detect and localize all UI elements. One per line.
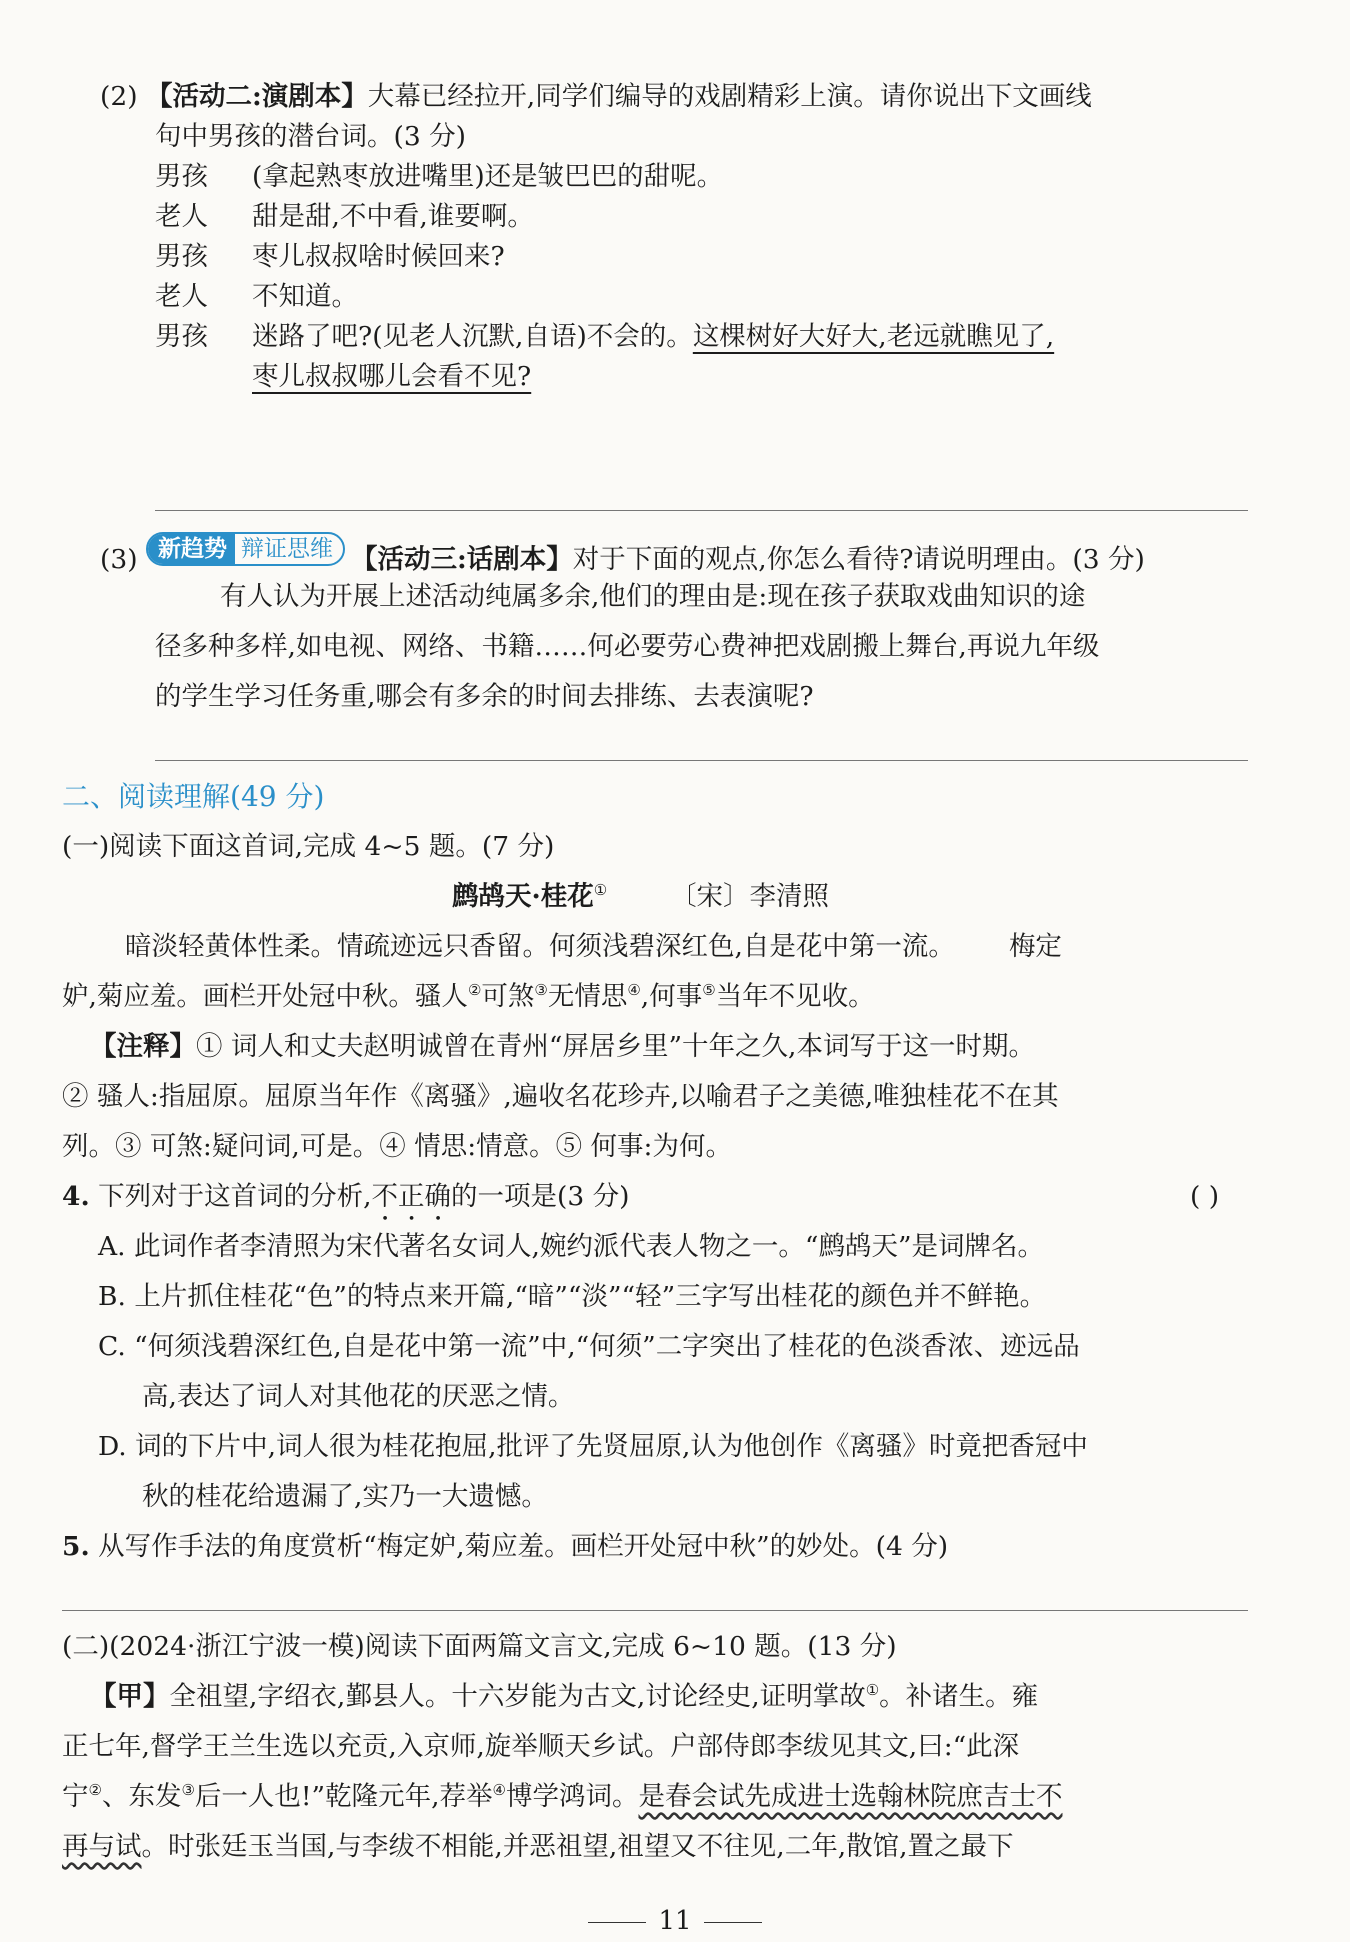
option-a: A. 此词作者李清照为宋代著名女词人,婉约派代表人物之一。“鹧鸪天”是词牌名。 — [98, 1231, 1045, 1262]
underlined-sentence-cont: 枣儿叔叔哪儿会看不见? — [252, 361, 532, 392]
q4-num: 4. — [62, 1181, 90, 1212]
dialogue-text: (拿起熟枣放进嘴里)还是皱巴巴的甜呢。 — [252, 161, 724, 192]
poem-line — [125, 928, 1062, 966]
poem-text: 梅定 — [1008, 931, 1062, 962]
dialogue-row — [155, 198, 534, 236]
dialogue-text: 迷路了吧?(见老人沉默,自语)不会的。 — [252, 321, 693, 352]
dialogue-row — [155, 158, 723, 196]
note-mark: ③ — [534, 981, 548, 1000]
q2-label: (2) — [100, 81, 138, 112]
poem-text: 当年不见收。 — [715, 981, 875, 1012]
note-mark: ① — [865, 1681, 880, 1700]
poem-text: 暗淡轻黄体性柔。情疏迹远只香留。何须浅碧深红色,自是花中第一流。 — [125, 931, 955, 962]
footer-dash — [704, 1922, 762, 1923]
note-mark: ② — [467, 981, 482, 1000]
answer-line — [155, 510, 1248, 511]
q3-label: (3) — [100, 544, 138, 575]
dialogue-text: 不知道。 — [252, 281, 358, 312]
passage-text: 。补诸生。雍 — [879, 1681, 1039, 1712]
poem-text: 妒,菊应羞。画栏开处冠中秋。骚人 — [62, 981, 468, 1012]
answer-bracket[interactable]: ( ) — [1190, 1181, 1220, 1212]
q2-line2: 句中男孩的潜台词。(3 分) — [155, 121, 466, 152]
dialogue-text: 枣儿叔叔啥时候回来? — [252, 241, 505, 272]
q5-text: 从写作手法的角度赏析“梅定妒,菊应羞。画栏开处冠中秋”的妙处。(4 分) — [98, 1531, 949, 1562]
q3-para: 径多种多样,如电视、网络、书籍……何必要劳心费神把戏剧搬上舞台,再说九年级 — [155, 631, 1100, 662]
notes-tag: 【注释】 — [90, 1031, 196, 1062]
part1-intro: (一)阅读下面这首词,完成 4~5 题。(7 分) — [62, 831, 555, 862]
option-c: C. “何须浅碧深红色,自是花中第一流”中,“何须”二字突出了桂花的色淡香浓、迹远品 — [98, 1331, 1080, 1362]
passage-text: 宁 — [62, 1781, 89, 1812]
dialogue-text: 甜是甜,不中看,谁要啊。 — [252, 201, 534, 232]
q3-para: 有人认为开展上述活动纯属多余,他们的理由是:现在孩子获取戏曲知识的途 — [220, 581, 1086, 612]
speaker: 老人 — [155, 201, 208, 232]
q2-tag: 【活动二:演剧本】 — [145, 81, 368, 112]
underlined-sentence: 这棵树好大好大,老远就瞧见了, — [692, 321, 1055, 352]
speaker: 男孩 — [155, 321, 208, 352]
note-mark: ④ — [492, 1781, 506, 1800]
q5-num: 5. — [62, 1531, 90, 1562]
q2-text1: 大幕已经拉开,同学们编导的戏剧精彩上演。请你说出下文画线 — [367, 81, 1092, 112]
section-title — [62, 778, 324, 816]
passage-tag: 【甲】 — [90, 1681, 170, 1712]
notes-text: ① 词人和丈夫赵明诚曾在青州“屏居乡里”十年之久,本词写于这一时期。 — [196, 1031, 1035, 1062]
notes-line — [90, 1028, 1035, 1066]
passage-text: 后一人也!”乾隆元年,荐举 — [194, 1781, 493, 1812]
poem-title: 鹧鸪天·桂花 — [452, 881, 594, 912]
option-d: D. 词的下片中,词人很为桂花抱屈,批评了先贤屈原,认为他创作《离骚》时竟把香冠中 — [98, 1431, 1088, 1462]
option-b: B. 上片抓住桂花“色”的特点来开篇,“暗”“淡”“轻”三字写出桂花的颜色并不鲜艳。 — [98, 1281, 1047, 1312]
note-mark: ④ — [627, 981, 641, 1000]
notes-line: ② 骚人:指屈原。屈原当年作《离骚》,遍收名花珍卉,以喻君子之美德,唯独桂花不在其 — [62, 1081, 1059, 1112]
answer-line — [155, 760, 1248, 761]
option-c-cont: 高,表达了词人对其他花的厌恶之情。 — [142, 1381, 575, 1412]
section-score: (49 分) — [230, 780, 325, 813]
notes-line: 列。③ 可煞:疑问词,可是。④ 情思:情意。⑤ 何事:为何。 — [62, 1131, 732, 1162]
speaker: 男孩 — [155, 161, 208, 192]
poem-text: 可煞 — [481, 981, 535, 1012]
trend-badge — [146, 532, 345, 566]
q5-stem — [62, 1528, 948, 1566]
passage-line — [90, 1678, 1038, 1716]
part2-intro: (二)(2024·浙江宁波一模)阅读下面两篇文言文,完成 6~10 题。(13 分) — [62, 1631, 897, 1662]
badge-dialectical: 辩证思维 — [240, 536, 333, 562]
passage-text: 、东发 — [101, 1781, 182, 1812]
q4-stem-a: 下列对于这首词的分析, — [98, 1181, 372, 1212]
q3-prompt: 对于下面的观点,你怎么看待?请说明理由。(3 分) — [572, 544, 1145, 575]
q3-para: 的学生学习任务重,哪会有多余的时间去排练、去表演呢? — [155, 681, 814, 712]
passage-text: 博学鸿词。 — [505, 1781, 639, 1812]
poem-line — [62, 978, 875, 1016]
passage-line — [62, 1778, 1062, 1816]
speaker: 男孩 — [155, 241, 208, 272]
passage-text: 全祖望,字绍衣,鄞县人。十六岁能为古文,讨论经史,证明掌故 — [169, 1681, 866, 1712]
passage-line: 正七年,督学王兰生选以充贡,入京师,旋举顺天乡试。户部侍郎李绂见其文,曰:“此深 — [62, 1731, 1020, 1762]
option-d-cont: 秋的桂花给遗漏了,实乃一大遗憾。 — [142, 1481, 548, 1512]
footer-dash — [588, 1922, 646, 1923]
dialogue-row — [155, 318, 1054, 356]
speaker: 老人 — [155, 281, 208, 312]
q4-stem — [62, 1178, 630, 1227]
dialogue-row — [155, 278, 358, 316]
q2-line1 — [100, 78, 1092, 116]
q3-line1 — [100, 532, 1145, 579]
wavy-underlined-sentence: 再与试 — [62, 1831, 142, 1862]
q3-tag: 【活动三:话剧本】 — [350, 544, 573, 575]
poem-author: 〔宋〕李清照 — [670, 881, 830, 912]
page-footer — [0, 1906, 1350, 1936]
note-mark: ③ — [181, 1781, 195, 1800]
page-number: 11 — [658, 1906, 692, 1936]
note-mark: ① — [593, 881, 608, 900]
poem-text: 无情思 — [547, 981, 628, 1012]
poem-text: ,何事 — [640, 981, 703, 1012]
note-mark: ② — [88, 1781, 102, 1800]
dialogue-row — [155, 238, 505, 276]
passage-line — [62, 1828, 1014, 1866]
q4-stem-b: 的一项是(3 分) — [451, 1181, 630, 1212]
wavy-underlined-sentence: 是春会试先成进士选翰林院庶吉士不 — [638, 1781, 1063, 1812]
q4-emphasis: 不正确 — [371, 1181, 452, 1212]
badge-new-trend: 新趋势 — [148, 534, 235, 564]
passage-text: 。时张廷玉当国,与李绂不相能,并恶祖望,祖望又不往见,二年,散馆,置之最下 — [141, 1831, 1014, 1862]
note-mark: ⑤ — [702, 981, 716, 1000]
poem-heading — [452, 878, 829, 916]
section-title-text: 二、阅读理解 — [62, 780, 231, 813]
answer-line — [62, 1610, 1248, 1611]
